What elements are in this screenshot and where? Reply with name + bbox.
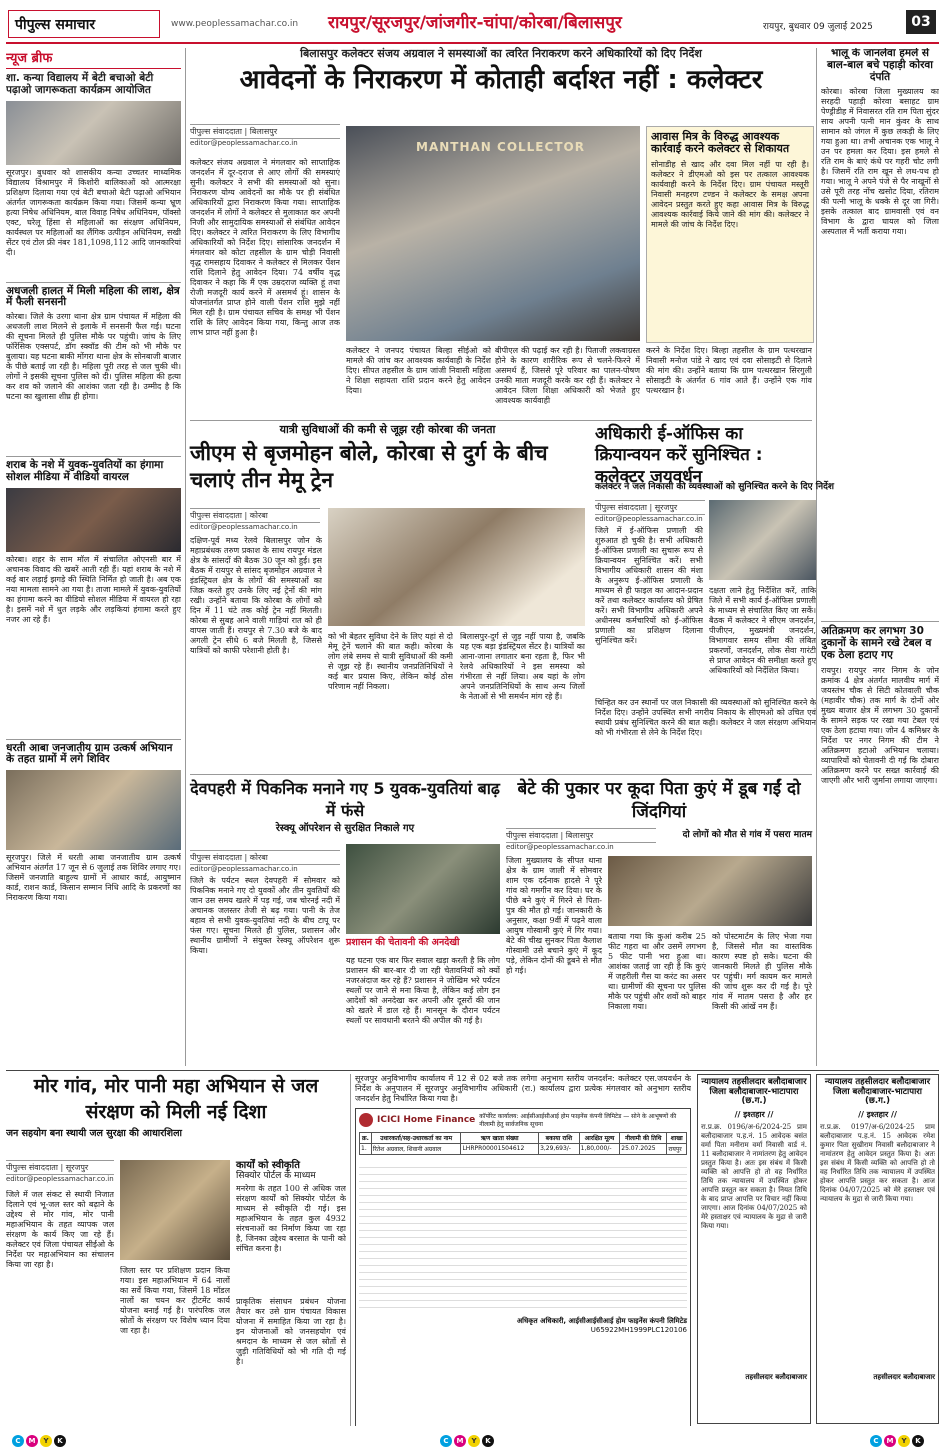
byline-place: सूरजपुर xyxy=(65,1163,89,1172)
story-collector-bilaspur xyxy=(190,48,812,418)
table-header: नीलामी की तिथि xyxy=(620,1133,667,1144)
table-cell: 1,80,000/- xyxy=(579,1144,620,1155)
table-cell: 3,29,693/- xyxy=(539,1144,580,1155)
byline-place: बिलासपुर xyxy=(249,127,278,136)
cmyk-k: K xyxy=(54,1435,66,1447)
story1-col4: करने के निर्देश दिए। बिल्हा तहसील के ग्राम पत्थरखान निवासी मनोज पांडे ने खाद एवं दवा सोसाइटी से दिलाने की मांग की। उन्होंने बताया कि ग्राम पत्थरखान सिरगुली सोसाइटी के अंतर्गत 6 गांव आते हैं। उन्होंने एक गांव पत्थरखान है। xyxy=(646,346,812,395)
story6-col2: जिला स्तर पर प्रशिक्षण प्रदान किया गया। इस महाअभियान में 64 नालों का सर्वे किया गया, जिसमें 18 मॉडल नालों का चयन कर ट्रीटमेंट कार्य योजना बनाई गई है। पारंपरिक जल स्रोतों के संरक्षण पर विशेष ध्यान दिया जा रहा है। xyxy=(120,1266,230,1335)
cmyk-k: K xyxy=(482,1435,494,1447)
story6-col3: प्राकृतिक संसाधन प्रबंधन योजना तैयार कर उसे ग्राम पंचायत विकास योजना में समाहित किया जा रहा है। इन योजनाओं को जनसहयोग एवं श्रमदान के माध्यम से जल स्रोतों से जुड़ी गतिविधियों को भी गति दी गई है। xyxy=(236,1297,346,1367)
page-number: 03 xyxy=(906,10,936,34)
story5-col1: जिला मुख्यालय के सीपत थाना क्षेत्र के ग्राम जाली में सोमवार शाम एक दर्दनाक हादसे ने पूरे गांव को गमगीन कर दिया। घर के पीछे बने कुएं में गिरने से पिता-पुत्र की मौत हो गई। जानकारी के अनुसार, कक्षा 9वीं में पढ़ने वाला आयुष गोस्वामी कुएं में गिर गया। बेटे की चीख सुनकर पिता कैलाश गोस्वामी उसे बचाने कुएं में कूद पड़े, लेकिन दोनों की डूबने से मौत हो गई। xyxy=(506,856,602,975)
divider xyxy=(190,420,812,421)
divider xyxy=(190,774,812,775)
table-cell: LHRPR00001504612 xyxy=(461,1144,539,1155)
story4-photo xyxy=(346,844,500,934)
table-header: आरक्षित मूल्य xyxy=(579,1133,620,1144)
cmyk-c: C xyxy=(440,1435,452,1447)
story-mor-gaon xyxy=(6,1074,346,1426)
story2-col2: को भी बेहतर सुविधा देने के लिए यहां से दो मेमू ट्रेनें चलाने की बात कही। कोरबा के लोग लंबे समय से यात्री सुविधाओं की कमी से जूझ रहे हैं। स्थानीय जनप्रतिनिधियों ने कई बार प्रयास किए, लेकिन कोई ठोस परिणाम नहीं निकला। xyxy=(328,632,453,691)
cmyk-c: C xyxy=(870,1435,882,1447)
icici-footer: अधिकृत अधिकारी, आईसीआईसीआई होम फाइनेंस कंपनी लिमिटेड xyxy=(516,1317,687,1325)
icici-ref: U65922MH1999PLC120106 xyxy=(590,1326,687,1334)
story1-body: कलेक्टर संजय अग्रवाल ने मंगलवार को साप्ताहिक जनदर्शन में दूर-दराज से आए लोगों की समस्याएं सुनी। कलेक्टर ने सभी की समस्याओं को सुना। निराकरण योग्य आवेदनों का मौके पर ही संबंधित अधिकारियों द्वारा निराकरण किया गया। साप्ताहिक जनदर्शन में लोगों ने कलेक्टर से मुलाकात कर अपनी निजी और सामुदायिक समस्याओं से संबंधित आवेदन दिए। कलेक्टर ने त्वरित निराकरण के लिए विभागीय अधिकारियों को निर्देश दिए। सांसारिक जनदर्शन में मंगलवार को कोटा तहसील के ग्राम चोड़ी निवासी वृद्ध रामसहाय दिवाकर ने कलेक्टर से मिलकर पेंशन राशि दिलाने हेतु आवेदन दिया। 74 वर्षीय वृद्ध दिवाकर ने कहा कि मैं एक उम्रदराज व्यक्ति हूं तथा रोजी मजदूरी कार्य करने में असमर्थ हूं। शासन के योजनांतर्गत प्राप्त होने वाली पेंशन राशि मुझे नहीं मिल रही है। ग्राम पंचायत सचिव के समक्ष भी पेंशन राशि के लिए आवेदन किया गया, किन्तु आज तक लाभ प्राप्त नहीं हुआ है। xyxy=(190,158,340,337)
masthead xyxy=(6,6,939,44)
story-well-tragedy xyxy=(506,778,812,1068)
court1-sign: तहसीलदार बलौदाबाजार xyxy=(745,1372,807,1381)
cmyk-marks-right xyxy=(870,1428,926,1447)
right-title-1: भालू के जानलेवा हमले से बाल-बाल बचे पहाड़ी कोरवा दंपति xyxy=(827,48,933,83)
byline-email[interactable]: editor@peoplessamachar.co.in xyxy=(190,139,298,147)
story1-caption: कलेक्टर ने जनपद पंचायत बिल्हा सीईओ को मामले की जांच कर आवश्यक कार्यवाही के निर्देश दिए। सीपत तहसील के ग्राम जांजी निवासी महिला ने शिक्षा सहायता राशि प्रदान करने हेतु आवेदन दिया। xyxy=(346,346,491,395)
logo: पीपुल्स समाचार xyxy=(15,17,96,33)
right-body-2: रायपुर। रायपुर नगर निगम के जोन क्रमांक 4 क्षेत्र अंतर्गत मालवीय मार्ग में जयस्तंभ चौक से सिटी कोतवाली चौक (महावीर चौक) तक मार्ग के दोनों ओर मुख्य बाजार क्षेत्र में लगभग 30 दुकानों के सामने सड़क पर रखा गया टेबल एवं एक ठेला हटाया गया। जोन 4 कमिश्नर के निर्देश पर नगर निगम की टीम ने अतिक्रमण हटाओ अभियान चलाया। व्यापारियों को चेतावनी दी गई कि दोबारा अतिक्रमण करने पर सख्त कार्रवाई की जाएगी और भारी जुर्माना लगाया जाएगा। xyxy=(821,665,939,785)
byline-author: पीपुल्स संवाददाता xyxy=(190,127,242,136)
story6-box-body: मनरेगा के तहत 100 से अधिक जल संरक्षण कार्यों को सिक्योर पोर्टल के माध्यम से स्वीकृति दी गई। इस महाअभियान के तहत कुल 4932 संरचनाओं का निर्माण किया जा रहा है, जिनका उद्देश्य बरसात के पानी को संचित करना है। xyxy=(236,1184,346,1254)
story1-photo xyxy=(346,126,640,341)
story1-side-body: सोनाडीह से खाद और दवा मिल नहीं पा रही है। कलेक्टर ने डीएमओ को इस पर तत्काल आवश्यक कार्यवाही करने के निर्देश दिए। ग्राम पंचायत मस्तूरी निवासी मनहरण टण्डन ने कलेक्टर के समक्ष अपना आवेदन प्रस्तुत करते हुए कहा आवास मित्र के विरुद्ध आवश्यक कार्रवाई किये जाने की मांग की। कलेक्टर ने मामले की जांच के निर्देश दिए। xyxy=(651,159,809,229)
court-notice-1 xyxy=(697,1074,811,1424)
story1-kicker: बिलासपुर कलेक्टर संजय अग्रवाल ने समस्याओं का त्वरित निराकरण करने अधिकारियों को दिए निर्देश xyxy=(300,47,702,60)
table-cell: रायपुर xyxy=(667,1144,687,1155)
icici-ad xyxy=(355,1108,691,1426)
story2-body: दक्षिण-पूर्व मध्य रेलवे बिलासपुर जोन के महाप्रबंधक तरुण प्रकाश के साथ रायपुर मंडल क्षेत्र के सांसदों की बैठक 30 जून को हुई। इस बैठक में रायपुर से सांसद बृजमोहन अग्रवाल ने इंडस्ट्रियल क्षेत्र के लोगों की समस्याओं का जिक्र करते हुए उनके लिए नई ट्रेनों की मांग रखी। उन्होंने बताया कि कोरबा के लोगों को दिन में 11 घंटे तक कोई ट्रेन नहीं मिलती। कोरबा से सुबह आने वाली गाड़ियां रात को ही वापस जाती हैं। रायपुर से 7.30 बजे के बाद अगली ट्रेन सीधे 6 बजे मिलती है, जिससे यात्रियों को काफी परेशानी होती है। xyxy=(190,536,322,655)
story3-body: पीपुल्स संवाददाता | सूरजपुर editor@peoplessamachar.co.in जिले में ई-ऑफिस प्रणाली की शुरुआत हो चुकी है। सभी अधिकारी ई-ऑफिस प्रणाली का सुचारू रूप से क्रियान्वयन सुनिश्चित करें। सभी विभागीय अधिकारी शासन की मंशा के अनुरूप ई-ऑफिस प्रणाली के माध्यम से ही फाइल का आदान-प्रदान करें तथा कलेक्टर कार्यालय को प्रेषित करें। सभी विभागीय अधिकारी अपने अधीनस्थ कर्मचारियों को ई-ऑफिस प्रणाली का प्रशिक्षण दिलाना सुनिश्चित करें। दक्षता लाने हेतु निर्देशित करें, ताकि जिले में सभी कार्य ई-ऑफिस प्रणाली के माध्यम से संचालित किए जा सकें। बैठक में कलेक्टर ने सीएम जनदर्शन, पीजीएन, मुख्यमंत्री जनदर्शन, विभागवार समय सीमा की लंबित प्रकरणों, जनदर्शन, लोक सेवा गारंटी से प्राप्त आवेदन की समीक्षा करते हुए अधिकारियों को निर्देशित किया। xyxy=(595,500,816,770)
story6-headline: मोर गांव, मोर पानी महा अभियान से जल संरक्षण को मिली नई दिशा xyxy=(33,1075,319,1123)
byline-place: कोरबा xyxy=(249,511,268,520)
story6-box-title: कार्यों को स्वीकृति xyxy=(236,1160,300,1171)
icici-head: कॉर्पोरेट कार्यालय: आईसीआईसीआई होम फाइनेंस कंपनी लिमिटेड — सोने के आभूषणों की नीलामी हेतु सार्वजनिक सूचना xyxy=(479,1113,677,1128)
byline-author: पीपुल्स संवाददाता xyxy=(190,853,242,862)
story3-headline: अधिकारी ई-ऑफिस का क्रियान्वयन करें सुनिश्चित : कलेक्टर जयवर्धन xyxy=(595,424,763,487)
story6-box-subtitle: सिक्योर पोर्टल के माध्यम xyxy=(236,1171,316,1182)
story3-col3: चिन्हित कर उन स्थानों पर जल निकासी की व्यवस्थाओं को सुनिश्चित करने के निर्देश दिए। उन्होंने उपस्थित सभी नगरीय निकाय के सीएमओ को उचित एवं स्थायी प्रबंध सुनिश्चित करने की बात कही। कलेक्टर ने जल संरक्षण अभियान को भी गंभीरता से लेने के निर्देश दिए। xyxy=(595,698,816,737)
brief-title-1: शा. कन्या विद्यालय में बेटी बचाओ बेटी पढ़ाओ जागरूकता कार्यक्रम आयोजित xyxy=(6,72,154,96)
story2-headline: जीएम से बृजमोहन बोले, कोरबा से दुर्ग के बीच चलाएं तीन मेमू ट्रेन xyxy=(190,441,548,492)
story4-subhead: प्रशासन की चेतावनी की अनदेखी xyxy=(346,937,460,948)
court2-body: रा.प्र.क्र. 0197/अ-6/2024-25 प्राम बलौदाबाजार प.ह.नं. 15 आवेदक रमेश कुमार पिता सुखीराम निवासी बलौदाबाजार ने नामांतरण हेतु आवेदन प्रस्तुत किया है। अतः इस संबंध में किसी व्यक्ति को आपत्ति हो तो वह निर्धारित तिथि तक न्यायालय में उपस्थित होकर आपत्ति प्रस्तुत कर सकता है। आज दिनांक 04/07/2025 को मेरे हस्ताक्षर एवं न्यायालय के मुद्रा से जारी किया गया। xyxy=(820,1122,935,1203)
cmyk-m: M xyxy=(884,1435,896,1447)
story6-col1: जिले में जल संकट से स्थायी निजात दिलाने एवं भू-जल स्तर को बढ़ाने के उद्देश्य से मोर गांव, मोर पानी महाअभियान के तहत व्यापक जल संरक्षण के कार्य किए जा रहे हैं। कलेक्टर एवं जिला पंचायत सीईओ के निर्देश पर महाअभियान का संचालन किया जा रहा है। xyxy=(6,1190,114,1269)
notices-area xyxy=(355,1074,691,1426)
divider xyxy=(185,48,186,1066)
story1-headline: आवेदनों के निराकरण में कोताही बर्दाश्त नहीं : कलेक्टर xyxy=(239,65,763,96)
icici-fine-print xyxy=(359,1161,687,1311)
cmyk-y: Y xyxy=(40,1435,52,1447)
story5-col2: बताया गया कि कुआं करीब 25 फीट गहरा था और उसमें लगभग 5 फीट पानी भरा हुआ था। आशंका जताई जा रही है कि कुएं में जहरीली गैस या करंट का असर था। ग्रामीणों की सूचना पर पुलिस मौके पर पहुंची और शवों को बाहर निकाला गया। xyxy=(608,932,706,1011)
table-header: ऋण खाता संख्या xyxy=(461,1133,539,1144)
story-devpahari xyxy=(190,778,500,1068)
story2-kicker: यात्री सुविधाओं की कमी से जूझ रही कोरबा की जनता xyxy=(279,423,496,436)
story2-byline: पीपुल्स संवाददाता | कोरबा editor@peoplessamachar.co.in xyxy=(190,508,320,531)
icici-table xyxy=(359,1132,687,1155)
story5-photo xyxy=(608,856,812,926)
table-header: क्र. xyxy=(360,1133,372,1144)
story1-col3: बीपीएल की पढ़ाई कर रही है। पिताजी लकवाग्रस्त होने के कारण शारीरिक रूप से चलने-फिरने में असमर्थ हैं, जिससे पूरे परिवार का पालन-पोषण उनकी माता मजदूरी करके कर रही हैं। कलेक्टर ने आवेदन जिला शिक्षा अधिकारी को भेजते हुए आवश्यक कार्यवाही xyxy=(495,346,640,405)
table-header: शाखा xyxy=(667,1133,687,1144)
right-title-2: अतिक्रमण कर लगभग 30 दुकानों के सामने रखे टेबल व एक ठेला हटाए गए xyxy=(821,621,939,661)
byline-author: पीपुल्स संवाददाता xyxy=(190,511,242,520)
cmyk-m: M xyxy=(26,1435,38,1447)
brief-body-3: कोरबा। शहर के साम मॉल में संचालित ओएनसी बार में अचानक विवाद की खबरें आती रही हैं। यहां शराब के नशे में कई बार लड़ाई झगड़े की स्थिति निर्मित हो जाती है। अब एक नया मामला सामने आ गया है। ताजा मामले में युवक-युवतियों का हंगामा करने का वीडियो सोशल मीडिया में वायरल हो रहा है। इसमें नशे में धुत लड़के और लड़कियां हंगामा करते हुए नजर आ रहे हैं। xyxy=(6,554,181,624)
story2-col3: बिलासपुर-दुर्ग से जुड़ नहीं पाया है, जबकि यह एक बड़ा इंडस्ट्रियल सेंटर है। यात्रियों का आना-जाना लगातार बना रहता है, फिर भी रेलवे अधिकारियों ने इस समस्या को गंभीरता से नहीं लिया। अब यहां के लोग अपने जनप्रतिनिधियों के साथ अन्य जिलों के नेताओं से भी समर्थन मांग रहे हैं। xyxy=(460,632,585,701)
cmyk-y: Y xyxy=(898,1435,910,1447)
table-header: बकाया राशि xyxy=(539,1133,580,1144)
table-header: उधारकर्ता/सह-उधारकर्ता का नाम xyxy=(371,1133,461,1144)
right-column xyxy=(821,48,939,1066)
court1-body: रा.प्र.क्र. 0196/अ-6/2024-25 प्राम बलौदाबाजार प.ह.नं. 15 आवेदक बसंत वर्मा पिता मनीराम वर्मा निवासी वार्ड नं. 11 बलौदाबाजार ने नामांतरण हेतु आवेदन प्रस्तुत किया है। अतः इस संबंध में किसी व्यक्ति को आपत्ति हो तो वह निर्धारित तिथि तक न्यायालय में उपस्थित होकर आपत्ति प्रस्तुत कर सकता है। नियत तिथि के बाद प्राप्त आपत्ति पर विचार नहीं किया जाएगा। आज दिनांक 04/07/2025 को मेरे हस्ताक्षर एवं न्यायालय के मुद्रा से जारी किया गया। xyxy=(701,1122,807,1230)
court2-sign: तहसीलदार बलौदाबाजार xyxy=(873,1372,935,1381)
website[interactable]: www.peoplessamachar.co.in xyxy=(171,19,299,29)
notice-top: सूरजपुर अनुविभागीय कार्यालय में 12 से 02 बजे तक लगेगा अनुभाग स्तरीय जनदर्शन: कलेक्टर एस.जयवर्धन के निर्देश के अनुपालन में सूरजपुर अनुविभागीय अधिकारी (रा.) कार्यालय द्वारा प्रत्येक मंगलवार को अनुभाग स्तरीय जनदर्शन हेतु निर्धारित किया गया है। xyxy=(355,1074,691,1103)
brief-body-1: सूरजपुर। बुधवार को शासकीय कन्या उच्चतर माध्यमिक विद्यालय विश्रामपुर में किशोरी बालिकाओं को आत्मरक्षा प्रशिक्षण दिलाया गया एवं बेटी बचाओ बेटी पढ़ाओ अभियान अंतर्गत जागरूकता कार्यक्रम किया गया। जिसमें कन्या भ्रूण हत्या निषेध अधिनियम, बाल विवाह निषेध अधिनियम, पॉक्सो एक्ट, घरेलू हिंसा से महिलाओं का संरक्षण अधिनियम, कार्यस्थल पर महिलाओं का लैंगिक उत्पीड़न अधिनियम, सखी सेंटर एवं टोल फ्री नंबर 181,1098,112 आदि जानकारियां दी। xyxy=(6,167,181,257)
story4-byline: पीपुल्स संवाददाता | कोरबा editor@peoplessamachar.co.in xyxy=(190,850,340,873)
story3-col2: दक्षता लाने हेतु निर्देशित करें, ताकि जिले में सभी कार्य ई-ऑफिस प्रणाली के माध्यम से संचालित किए जा सकें। बैठक में कलेक्टर ने सीएम जनदर्शन, पीजीएन, मुख्यमंत्री जनदर्शन, विभागवार समय सीमा की लंबित प्रकरणों, जनदर्शन, लोक सेवा गारंटी से प्राप्त आवेदन की समीक्षा करते हुए अधिकारियों को निर्देशित किया। xyxy=(709,586,816,675)
byline-place: बिलासपुर xyxy=(565,831,594,840)
story1-sidebox xyxy=(646,126,814,343)
story4-headline: देवपहरी में पिकनिक मनाने गए 5 युवक-युवतियां बाढ़ में फंसे xyxy=(190,779,500,820)
story5-col3: को पोस्टमार्टम के लिए भेजा गया है, जिससे मौत का वास्तविक कारण स्पष्ट हो सके। घटना की जानकारी मिलते ही पुलिस मौके पर पहुंची। मर्ग कायम कर मामले की जांच शुरू कर दी गई है। पूरे गांव में मातम पसरा है और हर किसी की आंखें नम हैं। xyxy=(712,932,812,1011)
divider xyxy=(350,1074,351,1426)
divider xyxy=(6,1070,939,1071)
story4-col2: यह घटना एक बार फिर सवाल खड़ा करती है कि लोग प्रशासन की बार-बार दी जा रही चेतावनियों को क्यों नजरअंदाज कर रहे हैं? प्रशासन ने जोखिम भरे पर्यटन स्थलों पर जाने से मना किया है, लेकिन कई लोग इन आदेशों को अनदेखा कर अपनी और दूसरों की जान को खतरे में डाल रहे हैं। मानसून के दौरान पर्यटन स्थलों पर सावधानी बरतने की अपील की गई है। xyxy=(346,956,500,1025)
story4-kicker: रेस्क्यू ऑपरेशन से सुरक्षित निकाले गए xyxy=(275,823,415,835)
table-cell: 25.07.2025 xyxy=(620,1144,667,1155)
court2-sub: // इश्तहार // xyxy=(858,1109,897,1119)
byline-place: सूरजपुर xyxy=(654,503,678,512)
byline-author: पीपुल्स संवाददाता xyxy=(595,503,647,512)
byline-email[interactable]: editor@peoplessamachar.co.in xyxy=(595,515,703,523)
story3-col1: जिले में ई-ऑफिस प्रणाली की शुरुआत हो चुकी है। सभी अधिकारी ई-ऑफिस प्रणाली का सुचारू रूप से क्रियान्वयन सुनिश्चित करें। सभी विभागीय अधिकारी शासन की मंशा के अनुरूप ई-ऑफिस प्रणाली के माध्यम से ही फाइल का आदान-प्रदान करें तथा कलेक्टर कार्यालय को प्रेषित करें। सभी विभागीय अधिकारी अपने अधीनस्थ कर्मचारियों को ई-ऑफिस प्रणाली का प्रशिक्षण दिलाना सुनिश्चित करें। xyxy=(595,526,703,645)
brief-label: न्यूज ब्रीफ xyxy=(6,48,181,69)
brief-title-2: अधजली हालत में मिली महिला की लाश, क्षेत्र में फैली सनसनी xyxy=(6,282,181,310)
table-cell: 1. xyxy=(360,1144,372,1155)
byline-email[interactable]: editor@peoplessamachar.co.in xyxy=(190,865,298,873)
story6-byline: पीपुल्स संवाददाता | सूरजपुर editor@peoplessamachar.co.in xyxy=(6,1160,114,1183)
cmyk-marks-center xyxy=(440,1428,496,1447)
story5-byline: पीपुल्स संवाददाता | बिलासपुर editor@peoplessamachar.co.in xyxy=(506,828,656,851)
divider xyxy=(816,48,817,1066)
story6-box xyxy=(236,1160,346,1422)
story6-kicker: जन सहयोग बना स्थायी जल सुरक्षा की आधारशिला xyxy=(6,1128,182,1140)
story1-side-title: आवास मित्र के विरुद्ध आवश्यक कार्रवाई करने कलेक्टर से शिकायत xyxy=(651,130,790,156)
story5-headline: बेटे की पुकार पर कूदा पिता कुएं में डूब गईं दो जिंदगियां xyxy=(517,779,801,822)
story6-photo xyxy=(120,1160,230,1260)
byline-email[interactable]: editor@peoplessamachar.co.in xyxy=(190,523,298,531)
byline-place: कोरबा xyxy=(249,853,268,862)
story1-byline: पीपुल्स संवाददाता | बिलासपुर editor@peoplessamachar.co.in xyxy=(190,124,340,147)
court1-title: न्यायालय तहसीलदार बलौदाबाजार जिला बलौदाबाजार-भाटापारा (छ.ग.) xyxy=(701,1077,807,1107)
story4-col1: जिले के पर्यटन स्थल देवपहरी में सोमवार को पिकनिक मनाने गए दो युवकों और तीन युवतियों की जान उस समय खतरे में पड़ गई, जब चोरनई नदी में अचानक जलस्तर तेजी से बढ़ गया। पानी के तेज बहाव से सभी युवक-युवतियां नदी के बीच टापू पर फंस गए। सूचना मिलते ही पुलिस, प्रशासन और स्थानीय ग्रामीणों ने संयुक्त रेस्क्यू ऑपरेशन शुरू किया। xyxy=(190,876,340,955)
byline-email[interactable]: editor@peoplessamachar.co.in xyxy=(6,1175,114,1183)
story2-photo xyxy=(328,508,585,626)
brief-body-4: सूरजपुर। जिले में धरती आबा जनजातीय ग्राम उत्कर्ष अभियान अंतर्गत 17 जून से 6 जुलाई तक शिविर लगाए गए। जिसमें जनजाति बाहुल्य ग्रामों में आधार कार्ड, आयुष्मान कार्ड, राशन कार्ड, किसान सम्मान निधि आदि के प्रकरणों का निराकरण किया गया। xyxy=(6,853,181,902)
brief-photo-1 xyxy=(6,101,181,165)
cmyk-marks-left xyxy=(12,1428,68,1447)
brief-photo-3 xyxy=(6,488,181,552)
brief-title-4: धरती आबा जनजातीय ग्राम उत्कर्ष अभियान के तहत ग्रामों में लगे शिविर xyxy=(6,739,181,767)
story3-photo xyxy=(709,500,816,580)
logo-box xyxy=(8,10,160,38)
table-row xyxy=(360,1144,687,1155)
icici-logo-icon xyxy=(359,1113,373,1127)
story-korba-trains xyxy=(190,424,585,769)
dateline: रायपुर, बुधवार 09 जुलाई 2025 xyxy=(763,22,873,32)
court1-sub: // इश्तहार // xyxy=(734,1109,774,1119)
cmyk-y: Y xyxy=(468,1435,480,1447)
story5-kicker: दो लोगों को मौत से गांव में पसरा मातम xyxy=(682,830,812,840)
byline-author: पीपुल्स संवाददाता xyxy=(6,1163,58,1172)
story3-kicker-row xyxy=(595,482,940,492)
news-brief-column xyxy=(6,48,181,1068)
court-notice-2 xyxy=(816,1074,939,1424)
right-body-1: कोरबा। कोरबा जिला मुख्यालय का सरहदी पहाड़ी कोरवा बसाहट ग्राम पेण्ड्रीडीह में निवासरत रति राम पिता सुंदर साय अपनी पत्नी मान कुंवर के साथ सामान को जंगल में कुछ लकड़ी के लिए गया हुआ था। तभी अचानक एक भालू ने उन पर हमला कर दिया। इस हमले से रति राम के बाएं कंधे पर गहरी चोट लगी है। जिसमें रति राम खून से लथ-पथ हो गया। भालू ने अपने पंजे से पैर नाखूनों से उसे पूरी तरह नोंच खसोट दिया, रतिराम की पत्नी भालू के धक्के से दूर जा गिरी। इसके तत्काल बाद ग्रामवासी एवं वन विभाग के द्वारा घायल को जिला अस्पताल में भर्ती कराया गया। xyxy=(821,87,939,237)
byline-author: पीपुल्स संवाददाता xyxy=(506,831,558,840)
city-banner: रायपुर/सूरजपुर/जांजगीर-चांपा/कोरबा/बिलासपुर xyxy=(328,13,622,33)
brief-photo-4 xyxy=(6,770,181,850)
byline-email[interactable]: editor@peoplessamachar.co.in xyxy=(506,843,614,851)
court2-title: न्यायालय तहसीलदार बलौदाबाजार जिला बलौदाबाजार-भाटापारा (छ.ग.) xyxy=(824,1077,931,1107)
story3-kicker: कलेक्टर ने जल निकासी की व्यवस्थाओं को सुनिश्चित करने के दिए निर्देश xyxy=(595,482,834,492)
icici-brand: ICICI Home Finance xyxy=(377,1115,476,1125)
cmyk-c: C xyxy=(12,1435,24,1447)
photo-sign: MANTHAN COLLECTOR xyxy=(416,140,585,154)
cmyk-k: K xyxy=(912,1435,924,1447)
cmyk-m: M xyxy=(454,1435,466,1447)
brief-title-3: शराब के नशे में युवक-युवतियों का हंगामा सोशल मीडिया में वीडियो वायरल xyxy=(6,456,181,484)
brief-body-2: कोरबा। जिले के उरगा थाना क्षेत्र ग्राम पंचायत में महिला की अधजली लाश मिलने से इलाके में सनसनी फैल गई। घटना की सूचना मिलते ही पुलिस मौके पर पहुंची। जांच के लिए फॉरेंसिक एक्सपर्ट, डॉग स्क्वॉड की टीम को भी मौके पर बुलाया। यह घटना बाकी मोंगरा थाना क्षेत्र के सोनबाजी बाजार के पीछे बताई जा रही है। महिला पूरी तरह से जल चुकी थी। लोगों ने इसकी सूचना पुलिस को दी। पुलिस महिला की हत्या कर शव को जलाने की आशंका जता रही है। उम्मीद है कि घटना का खुलासा शीघ्र ही होगा। xyxy=(6,312,181,401)
table-cell: रितेश अग्रवाल, शिवानी अग्रवाल xyxy=(371,1144,461,1155)
